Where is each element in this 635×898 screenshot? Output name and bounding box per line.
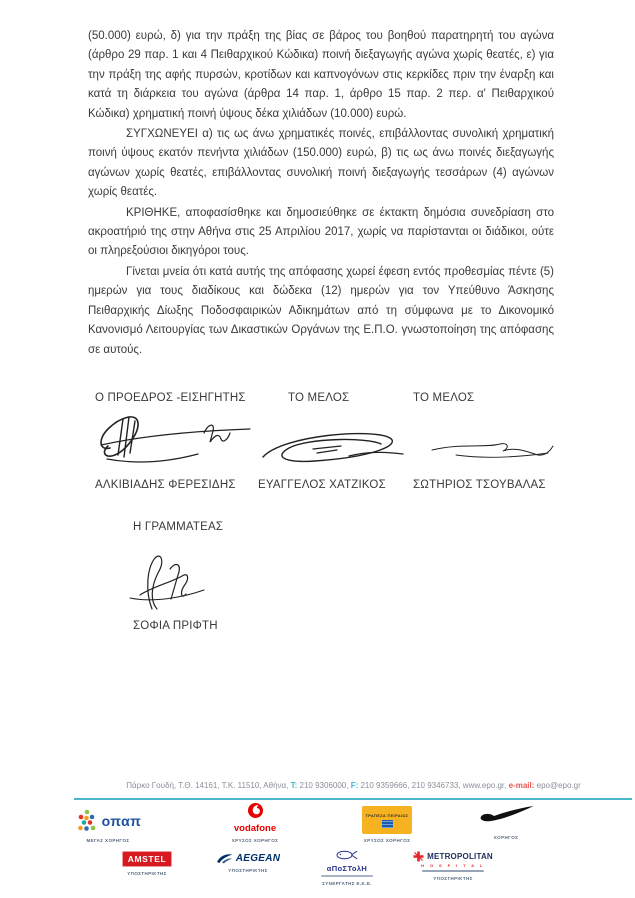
piraeus-wordmark: ΤΡΑΠΕΖΑ ΠΕΙΡΑΙΩΣ — [365, 812, 409, 818]
signature-feresidis — [92, 406, 257, 470]
sponsor-apostoli — [312, 847, 382, 886]
phone-label: T: — [290, 781, 298, 790]
metropolitan-wordmark: METROPOLITAN — [427, 851, 493, 861]
sponsor-nike — [462, 805, 550, 840]
address-text: Πάρκο Γουδή, Τ.Θ. 14161, Τ.Κ. 11510, Αθήνα, — [126, 781, 291, 790]
email-address: epo@epo.gr — [534, 781, 581, 790]
footer-divider — [74, 798, 632, 800]
signature-prifti — [120, 551, 216, 617]
piraeus-bank-logo — [362, 806, 412, 834]
amstel-logo — [122, 851, 172, 867]
decision-body — [88, 27, 554, 361]
sponsor-vodafone — [215, 803, 295, 843]
signature-tsouvalas — [428, 434, 556, 464]
paragraph-continuation: (50.000) ευρώ, δ) για την πράξη της βίας σε βάρος του βοηθού παρατηρητή του αγώνα (άρθρο 29 παρ. 1 και 4 Πειθαρχικού Κώδικα) ποινή διεξαγωγής αγώνα χωρίς θεατές, ε) για την πράξη της αφής πυρσών, κροτίδων και καπνογόνων στις κερκίδες πριν την έναρξη και κατά τη διάρκεια του αγώνα (άρθρα 14 παρ. 1, άρθρο 15 παρ. 2 περ. α' Πειθαρχικού Κώδικα) χρηματική ποινή ύψους δέκα χιλιάδων (10.000) ευρώ. — [88, 30, 554, 120]
amstel-wordmark: AMSTEL — [127, 854, 167, 864]
opap-figure-icon — [75, 808, 99, 834]
sponsor-tier-label: ΥΠΟΣΤΗΡΙΚΤΗΣ — [127, 871, 167, 876]
fish-icon — [336, 850, 358, 860]
sponsor-tier-label: ΣΥΝΕΡΓΑΤΗΣ Ε.Κ.Ε. — [322, 880, 372, 886]
sponsor-opap — [62, 808, 154, 843]
metropolitan-hospital-text: H O S P I T A L — [421, 863, 485, 868]
apostoli-wordmark: αΠοΣΤολΗ — [326, 864, 368, 873]
aegean-wordmark: AEGEAN — [235, 852, 281, 864]
name-prifti: ΣΟΦΙΑ ΠΡΙΦΤΗ — [133, 620, 218, 632]
signature-chatzikos — [255, 426, 405, 470]
sponsor-amstel — [112, 851, 182, 876]
sponsor-tier-label: ΜΕΓΑΣ ΧΟΡΗΓΟΣ — [86, 838, 130, 843]
sponsor-tier-label: ΧΟΡΗΓΟΣ — [493, 835, 519, 840]
email-label: e-mail: — [508, 781, 535, 790]
vodafone-speechmark-icon — [248, 803, 263, 818]
sponsor-piraeus-bank — [349, 806, 425, 843]
role-secretary: Η ΓΡΑΜΜΑΤΕΑΣ — [133, 521, 224, 533]
sponsor-metropolitan — [410, 851, 496, 881]
role-president: Ο ΠΡΟΕΔΡΟΣ -ΕΙΣΗΓΗΤΗΣ — [95, 392, 246, 404]
fax-numbers-website: 210 9359666, 210 9346733, www.epo.gr, — [358, 781, 509, 790]
role-member-2: ΤΟ ΜΕΛΟΣ — [413, 392, 475, 404]
apostoli-tagline-bar — [321, 875, 373, 877]
red-cross-icon — [413, 851, 424, 862]
sponsor-tier-label: ΥΠΟΣΤΗΡΙΚΤΗΣ — [433, 876, 473, 881]
fax-label: F: — [350, 781, 359, 790]
name-chatzikos: ΕΥΑΓΓΕΛΟΣ ΧΑΤΖΙΚΟΣ — [258, 479, 386, 491]
sponsor-tier-label: ΥΠΟΣΤΗΡΙΚΤΗΣ — [228, 868, 268, 873]
sponsor-tier-label: ΧΡΥΣΟΣ ΧΟΡΗΓΟΣ — [231, 837, 279, 843]
name-feresidis: ΑΛΚΙΒΙΑΔΗΣ ΦΕΡΕΣΙΔΗΣ — [95, 479, 236, 491]
opap-wordmark: οπαπ — [101, 813, 142, 829]
paragraph-merge-penalties: ΣΥΓΧΩΝΕΥΕΙ α) τις ως άνω χρηματικές ποινές, επιβάλλοντας συνολική χρηματική ποινή ύψους εκατόν πενήντα χιλιάδων (150.000) ευρώ, β) τις ως άνω ποινές διεξαγωγής αγώνων χωρίς θεατές, επιβάλλοντας συνολική ποινή διεξαγωγής τεσσάρων (4) αγώνων χωρίς θεατές. — [88, 128, 554, 199]
paragraph-judged: ΚΡΙΘΗΚΕ, αποφασίσθηκε και δημοσιεύθηκε σε έκτακτη δημόσια συνεδρίαση στο ακροατήριό της στην Αθήνα στις 25 Απριλίου 2017, χωρίς να παρίστανται οι διάδικοι, ούτε οι πληρεξούσιοι δικηγόροι τους. — [88, 206, 554, 258]
footer-address — [75, 781, 632, 790]
nike-swoosh-icon — [477, 805, 535, 826]
aegean-bird-icon — [216, 853, 233, 864]
role-member-1: ΤΟ ΜΕΛΟΣ — [288, 392, 350, 404]
phone-number: 210 9306000, — [297, 781, 351, 790]
metropolitan-tagline-bar — [422, 870, 484, 872]
vodafone-wordmark: vodafone — [233, 823, 277, 834]
piraeus-emblem-icon — [382, 820, 393, 828]
paragraph-appeal-notice: Γίνεται μνεία ότι κατά αυτής της απόφασης χωρεί έφεση εντός προθεσμίας πέντε (5) ημερών για τους διαδίκους και δώδεκα (12) ημερών για τον Υπεύθυνο Άσκησης Πειθαρχικής Δίωξης Ποδοσφαιρικών Αδικημάτων από τη σύμφωνα με το Δικονομικό Κανονισμό Λειτουργίας των Δικαστικών Οργάνων της Ε.Π.Ο. γνωστοποίηση της απόφασης σε αυτούς. — [88, 265, 554, 356]
sponsor-aegean — [208, 853, 288, 873]
sponsor-tier-label: ΧΡΥΣΟΣ ΧΟΡΗΓΟΣ — [363, 838, 411, 843]
name-tsouvalas: ΣΩΤΗΡΙΟΣ ΤΣΟΥΒΑΛΑΣ — [413, 479, 546, 491]
